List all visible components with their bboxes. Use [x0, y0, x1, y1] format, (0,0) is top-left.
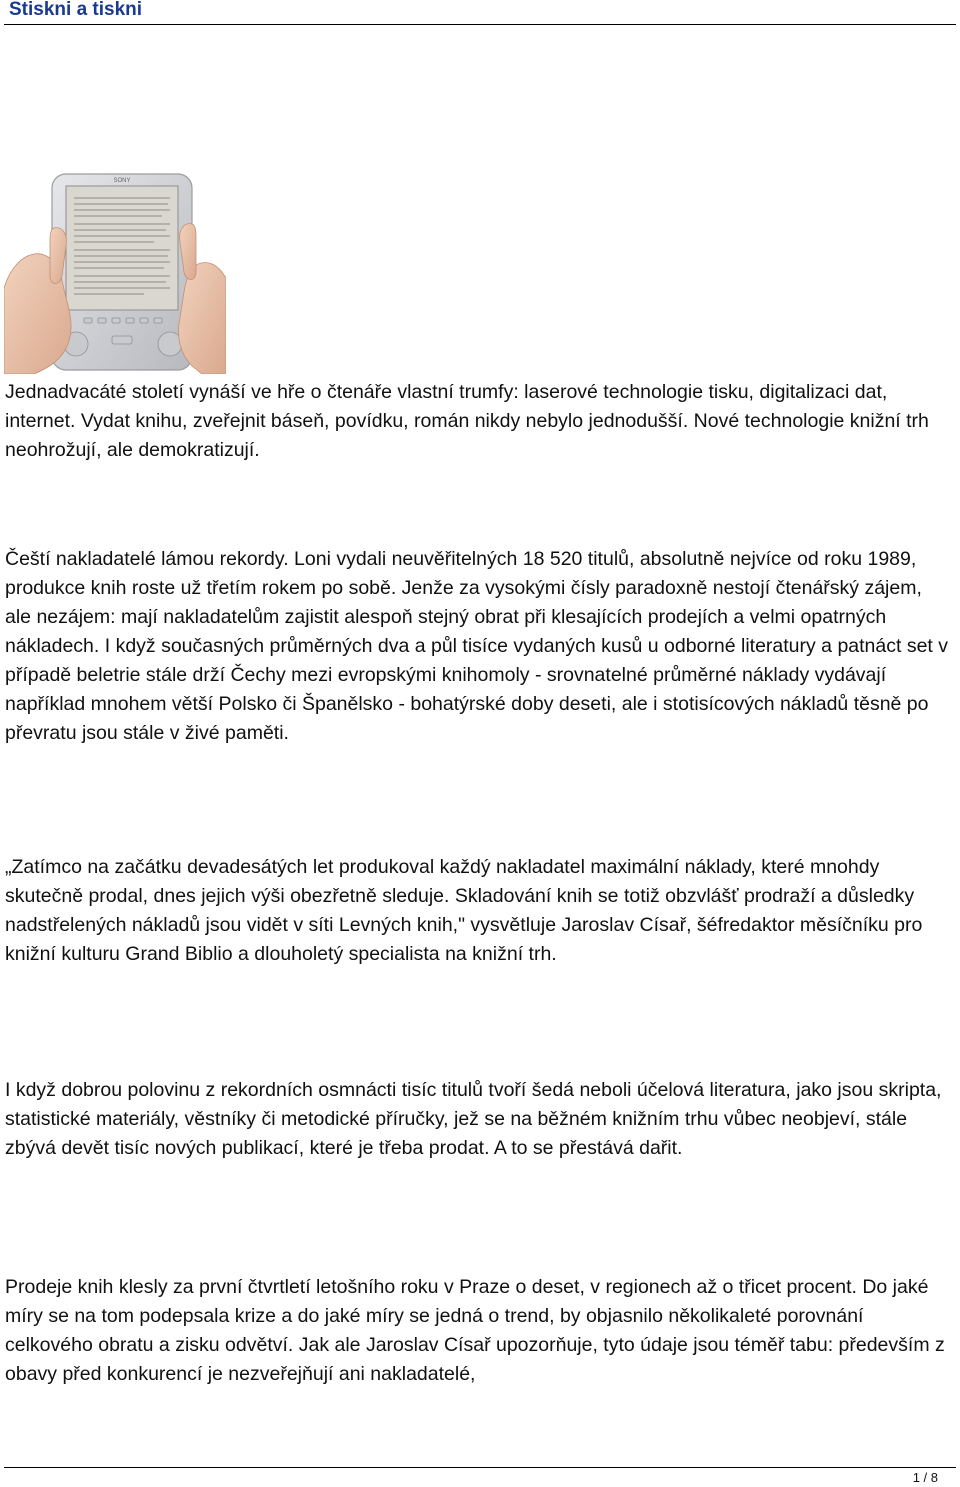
- ebook-reader-photo: [4, 168, 226, 374]
- document-title: Stiskni a tiskni: [9, 0, 143, 20]
- header-divider: [4, 24, 956, 25]
- footer-divider: [4, 1467, 956, 1468]
- page-number: 1 / 8: [912, 1470, 938, 1485]
- article-paragraph-3: „Zatímco na začátku devadesátých let produkoval každý nakladatel maximální náklady, které mnohdy skutečně prodal, dnes jejich výši obezřetně sleduje. Skladování knih se totiž obzvlášť prodraží a důsledky nadstřelených nákladů jsou vidět v síti Levných knih," vysvětluje Jaroslav Císař, šéfredaktor měsíčníku pro knižní kulturu Grand Biblio a dlouholetý specialista na knižní trh.: [5, 856, 923, 965]
- device-brand-label: SONY: [113, 178, 131, 184]
- article-paragraph-1: Jednadvacáté století vynáší ve hře o čtenáře vlastní trumfy: laserové technologie tisku, digitalizaci dat, internet. Vydat knihu, zveřejnit báseň, povídku, román nikdy nebylo jednodušší. Nové technologie knižní trh neohrožují, ale demokratizují.: [5, 381, 929, 461]
- article-paragraph-2: Čeští nakladatelé lámou rekordy. Loni vydali neuvěřitelných 18 520 titulů, absolutně nejvíce od roku 1989, produkce knih roste už třetím rokem po sobě. Jenže za vysokými čísly paradoxně nestojí čtenářský zájem, ale nezájem: mají nakladatelům zajistit alespoň stejný obrat při klesajících prodejích a velmi opatrných nákladech. I když současných průměrných dva a půl tisíce vydaných kusů u odborné literatury a patnáct set v případě beletrie stále drží Čechy mezi evropskými knihomoly - srovnatelné průměrné náklady vydávají například mnohem větší Polsko či Španělsko - bohatýrské doby deseti, ale i stotisícových nákladů těsně po převratu jsou stále v živé paměti.: [5, 548, 949, 744]
- article-paragraph-5: Prodeje knih klesly za první čtvrtletí letošního roku v Praze o deset, v regionech až o třicet procent. Do jaké míry se na tom podepsala krize a do jaké míry se jedná o trend, by objasnilo několikaleté porovnání celkového obratu a zisku odvětví. Jak ale Jaroslav Císař upozorňuje, tyto údaje jsou téměř tabu: především z obavy před konkurencí je nezveřejňují ani nakladatelé,: [5, 1276, 945, 1385]
- article-paragraph-4: I když dobrou polovinu z rekordních osmnácti tisíc titulů tvoří šedá neboli účelová literatura, jako jsou skripta, statistické materiály, věstníky či metodické příručky, jež se na běžném knižním trhu vůbec neobjeví, stále zbývá devět tisíc nových publikací, které je třeba prodat. A to se přestává dařit.: [5, 1079, 942, 1159]
